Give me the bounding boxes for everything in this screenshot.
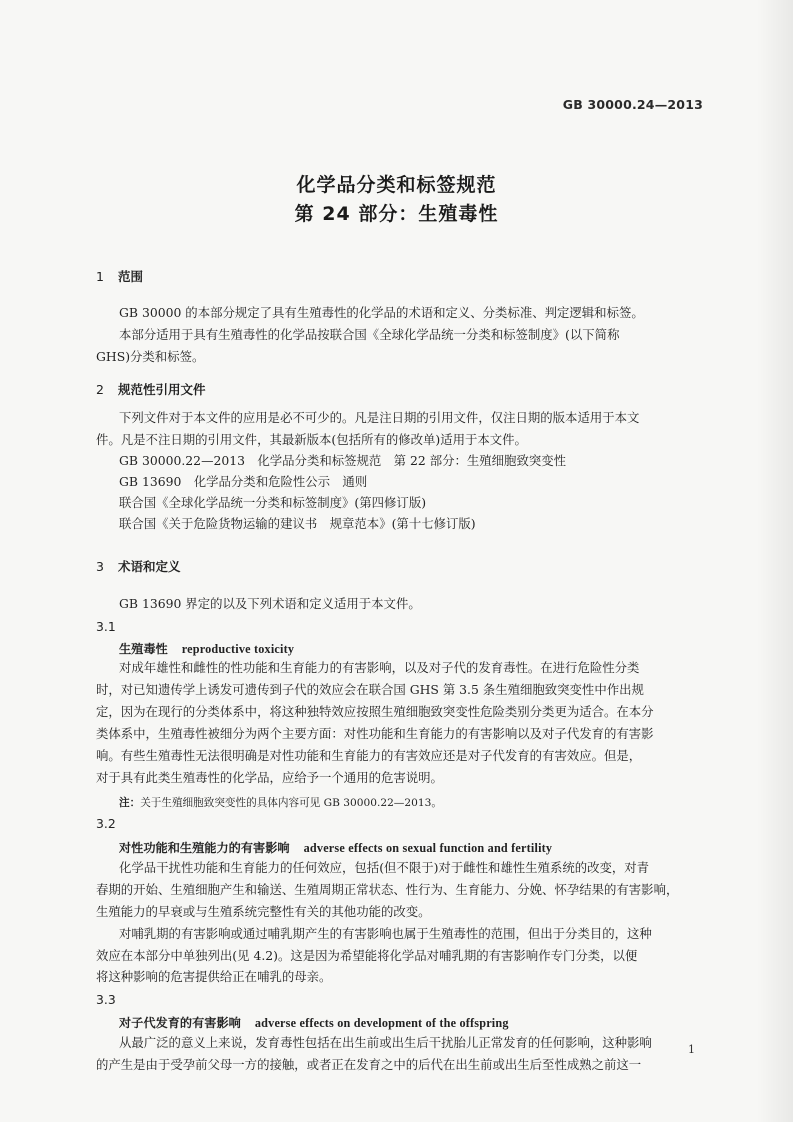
section-number: 3	[96, 559, 104, 574]
section-1-heading	[96, 267, 143, 285]
page-number: 1	[688, 1043, 695, 1056]
section-3-heading	[96, 557, 181, 575]
term-en: adverse effects on development of the offspring	[254, 1016, 509, 1030]
section-title: 术语和定义	[118, 559, 181, 574]
paragraph-line: 下列文件对于本文件的应用是必不可少的。凡是注日期的引用文件，仅注日期的版本适用于本文	[119, 410, 640, 425]
paragraph-line: 响。有些生殖毒性无法很明确是对性功能和生育能力的有害效应还是对子代发育的有害效应。但是，	[96, 748, 642, 763]
paragraph-line: 对哺乳期的有害影响或通过哺乳期产生的有害影响也属于生殖毒性的范围，但出于分类目的，这种	[119, 926, 652, 941]
standard-code: GB 30000.24—2013	[562, 97, 703, 112]
section-title: 规范性引用文件	[118, 382, 206, 397]
term-zh: 对性功能和生殖能力的有害影响	[119, 841, 290, 855]
document-title: 化学品分类和标签规范	[296, 174, 497, 196]
note	[119, 795, 442, 810]
term-zh: 生殖毒性	[119, 642, 168, 656]
term-en: reproductive toxicity	[181, 642, 295, 656]
paragraph-line: 本部分适用于具有生殖毒性的化学品按联合国《全球化学品统一分类和标签制度》(以下简称	[119, 327, 620, 342]
paragraph-line: 的产生是由于受孕前父母一方的接触，或者正在发育之中的后代在出生前或出生后至性成熟之前这一	[96, 1057, 642, 1072]
paragraph-line: GHS)分类和标签。	[96, 349, 205, 364]
reference-item: 联合国《关于危险货物运输的建议书 规章范本》(第十七修订版)	[119, 516, 476, 531]
reference-item: 联合国《全球化学品统一分类和标签制度》(第四修订版)	[119, 495, 427, 510]
paragraph-line: GB 13690 界定的以及下列术语和定义适用于本文件。	[119, 596, 421, 611]
paragraph-line: 定，因为在现行的分类体系中，将这种独特效应按照生殖细胞致突变性危险类别分类更为适合。在本分	[96, 704, 654, 719]
section-number: 2	[96, 382, 104, 397]
term-heading	[119, 640, 294, 657]
reference-item: GB 30000.22—2013 化学品分类和标签规范 第 22 部分：生殖细胞致突变性	[119, 453, 567, 468]
clause-number: 3.1	[96, 619, 116, 634]
term-en: adverse effects on sexual function and fertility	[303, 841, 553, 855]
paragraph-line: 化学品干扰性功能和生育能力的任何效应，包括(但不限于)对于雌性和雄性生殖系统的改变，对青	[119, 860, 650, 875]
section-title: 范围	[118, 269, 144, 284]
term-zh: 对子代发育的有害影响	[119, 1016, 241, 1030]
paragraph-line: 对于具有此类生殖毒性的化学品，应给予一个通用的危害说明。	[96, 770, 443, 785]
note-text: 关于生殖细胞致突变性的具体内容可见 GB 30000.22—2013。	[140, 797, 442, 809]
section-number: 1	[96, 269, 104, 284]
paragraph-line: 将这种影响的危害提供给正在哺乳的母亲。	[96, 969, 332, 984]
paragraph-line: 时，对已知遗传学上诱发可遗传到子代的效应会在联合国 GHS 第 3.5 条生殖细胞致突变性中作出规	[96, 682, 644, 697]
paragraph-line: 类体系中，生殖毒性被细分为两个主要方面：对性功能和生育能力的有害影响以及对子代发育的有害影	[96, 726, 654, 741]
term-heading	[119, 839, 552, 856]
paragraph-line: 春期的开始、生殖细胞产生和输送、生殖周期正常状态、性行为、生育能力、分娩、怀孕结果的有害影响，	[96, 882, 679, 897]
paragraph-line: 对成年雄性和雌性的性功能和生育能力的有害影响，以及对子代的发育毒性。在进行危险性分类	[119, 660, 640, 675]
clause-number: 3.3	[96, 992, 116, 1007]
note-label: 注：	[119, 797, 141, 809]
paragraph-line: GB 30000 的本部分规定了具有生殖毒性的化学品的术语和定义、分类标准、判定逻辑和标签。	[119, 305, 644, 320]
paragraph-line: 生殖能力的早衰或与生殖系统完整性有关的其他功能的改变。	[96, 904, 431, 919]
section-2-heading	[96, 380, 206, 398]
page-edge-shadow	[757, 0, 793, 1122]
document-subtitle: 第 24 部分：生殖毒性	[294, 203, 499, 225]
clause-number: 3.2	[96, 816, 116, 831]
paragraph-line: 从最广泛的意义上来说，发育毒性包括在出生前或出生后干扰胎儿正常发育的任何影响，这种影响	[119, 1035, 652, 1050]
term-heading	[119, 1014, 509, 1031]
reference-item: GB 13690 化学品分类和危险性公示 通则	[119, 474, 368, 489]
paragraph-line: 效应在本部分中单独列出(见 4.2)。这是因为希望能将化学品对哺乳期的有害影响作专门分类，以便	[96, 948, 638, 963]
paragraph-line: 件。凡是不注日期的引用文件，其最新版本(包括所有的修改单)适用于本文件。	[96, 432, 527, 447]
